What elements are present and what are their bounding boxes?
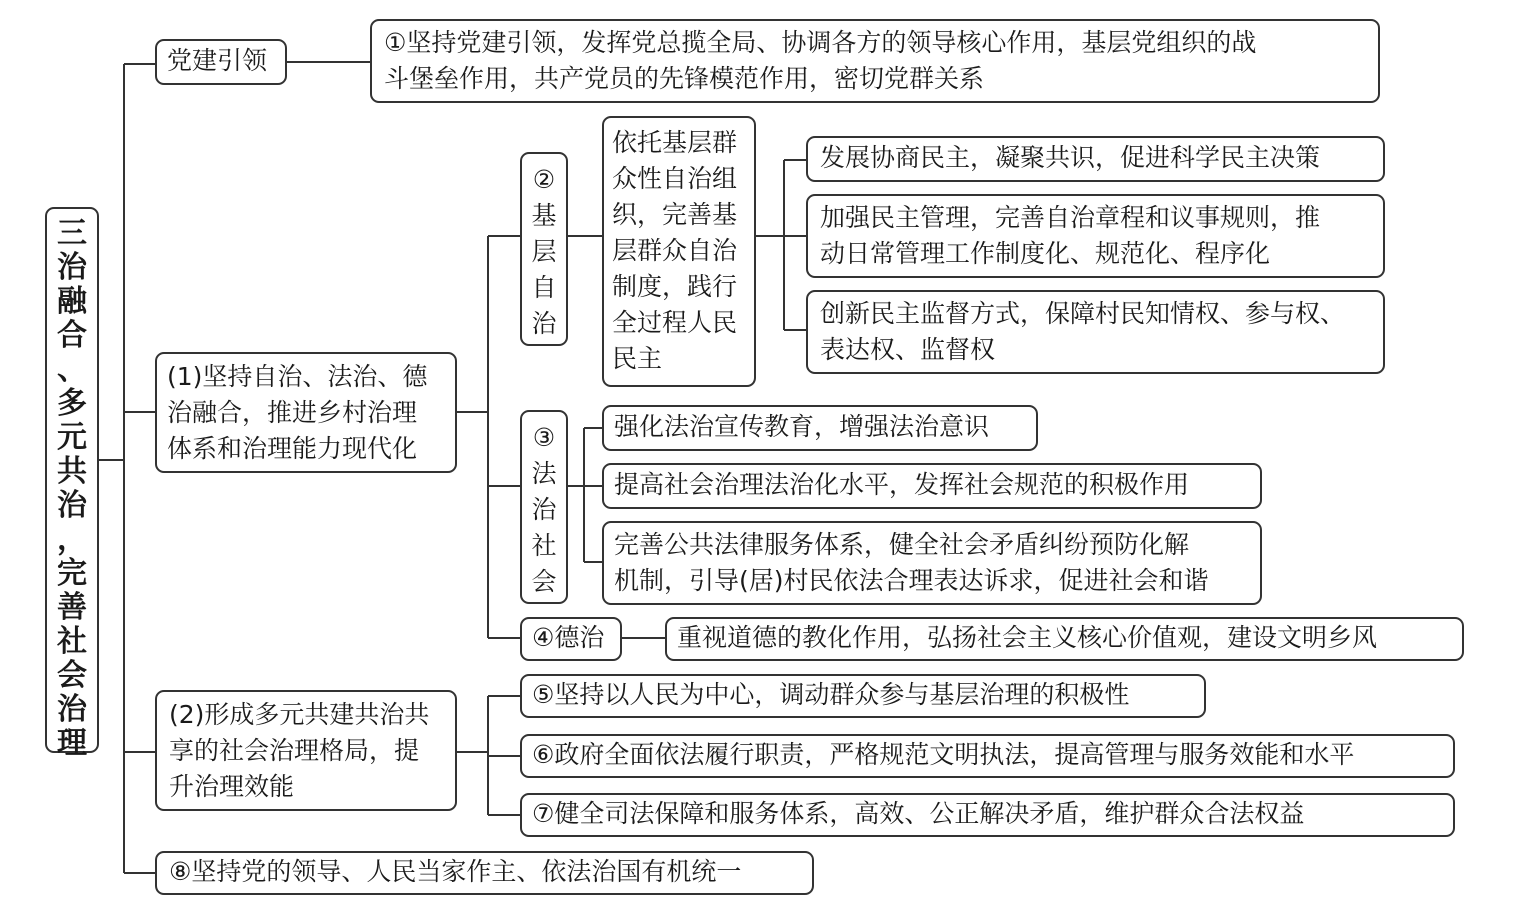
self-gov-item-line: 表达权、监督权 [820,335,996,364]
rule-of-law-item-line: 提高社会治理法治化水平，发挥社会规范的积极作用 [614,470,1190,499]
branch2-item-box [520,793,1455,837]
root-char: 完 [57,556,87,591]
detail-line: ①坚持党建引领，发挥党总揽全局、协调各方的领导核心作用，基层党组织的战 [384,28,1257,57]
self-gov-item-box [806,136,1385,182]
root-char: 社 [57,624,87,659]
rule-of-law-item-box [602,521,1262,605]
branch2-line: (2)形成多元共建共治共 [169,700,430,729]
branch2-line: 享的社会治理格局，提 [169,736,420,765]
root-char: 善 [57,590,87,625]
rule-of-law-char: 治 [531,495,557,524]
root-char: 、 [57,352,87,387]
self-gov-item-box [806,290,1385,374]
self-gov-item-box [806,194,1385,278]
root-char: 治 [57,250,87,285]
party-lead-detail-box [370,19,1380,103]
root-char: ， [57,522,87,557]
basis-line: 民主 [612,344,663,373]
root-topic-box [45,207,99,761]
root-char: 多 [57,386,87,421]
self-gov-char: 基 [531,201,557,230]
basis-line: 依托基层群 [612,128,738,157]
detail-line: 斗堡垒作用，共产党员的先锋模范作用，密切党群关系 [384,64,985,93]
self-gov-item-line: 发展协商民主，凝聚共识，促进科学民主决策 [820,143,1321,172]
basis-line: 层群众自治 [612,236,738,265]
rule-of-law-item-line: 强化法治宣传教育，增强法治意识 [614,412,990,441]
root-char: 元 [57,420,87,455]
rule-of-law-char: 会 [531,567,557,596]
branch1-line: 体系和治理能力现代化 [167,434,418,463]
basis-line: 众性自治组 [612,164,738,193]
basis-line: 制度，践行 [612,272,738,301]
root-char: 治 [57,488,87,523]
point8-box [155,851,814,895]
self-gov-item-line: 动日常管理工作制度化、规范化、程序化 [820,239,1271,268]
branch1-box [155,352,457,473]
rule-of-law-item-line: 机制，引导(居)村民依法合理表达诉求，促进社会和谐 [614,566,1209,595]
party-lead-label: 党建引领 [167,46,268,75]
branch2-item-box [520,734,1455,778]
point8-label: ⑧坚持党的领导、人民当家作主、依法治国有机统一 [169,857,742,886]
rule-of-law-char: ③ [532,423,556,452]
self-gov-char: 自 [531,273,557,302]
root-char: 融 [57,284,87,319]
branch2-box [155,690,457,811]
root-char: 治 [57,692,87,727]
root-char: 理 [57,726,87,761]
basis-line: 全过程人民 [612,308,738,337]
moral-detail: 重视道德的教化作用，弘扬社会主义核心价值观，建设文明乡风 [677,623,1378,652]
branch2-item: ⑦健全司法保障和服务体系，高效、公正解决矛盾，维护群众合法权益 [532,799,1305,828]
root-char: 会 [57,658,87,693]
self-gov-char: ② [532,165,556,194]
branch2-item: ⑥政府全面依法履行职责，严格规范文明执法，提高管理与服务效能和水平 [532,740,1355,769]
self-gov-char: 治 [531,309,557,338]
rule-of-law-char: 法 [531,459,557,488]
self-governance-box [520,152,568,346]
rule-of-law-char: 社 [531,531,557,560]
rule-of-law-box [520,410,568,604]
self-governance-basis-box [602,116,756,387]
self-gov-char: 层 [531,237,557,266]
branch2-item-box [520,674,1206,718]
moral-detail-box [665,617,1464,661]
moral-label: ④德治 [532,623,605,652]
root-char: 合 [57,318,87,353]
self-gov-item-line: 加强民主管理，完善自治章程和议事规则，推 [820,203,1321,232]
root-char: 三 [57,216,87,251]
rule-of-law-item-box [602,463,1262,509]
branch2-line: 升治理效能 [169,772,295,801]
self-gov-item-line: 创新民主监督方式，保障村民知情权、参与权、 [820,299,1346,328]
basis-line: 织，完善基 [612,200,738,229]
party-lead-box [155,39,287,85]
branch1-line: 治融合，推进乡村治理 [167,398,418,427]
root-char: 共 [57,454,87,489]
rule-of-law-item-line: 完善公共法律服务体系，健全社会矛盾纠纷预防化解 [614,530,1190,559]
rule-of-law-item-box [602,405,1038,451]
branch1-line: (1)坚持自治、法治、德 [167,362,428,391]
moral-governance-box [520,617,622,661]
branch2-item: ⑤坚持以人民为中心，调动群众参与基层治理的积极性 [532,680,1130,709]
